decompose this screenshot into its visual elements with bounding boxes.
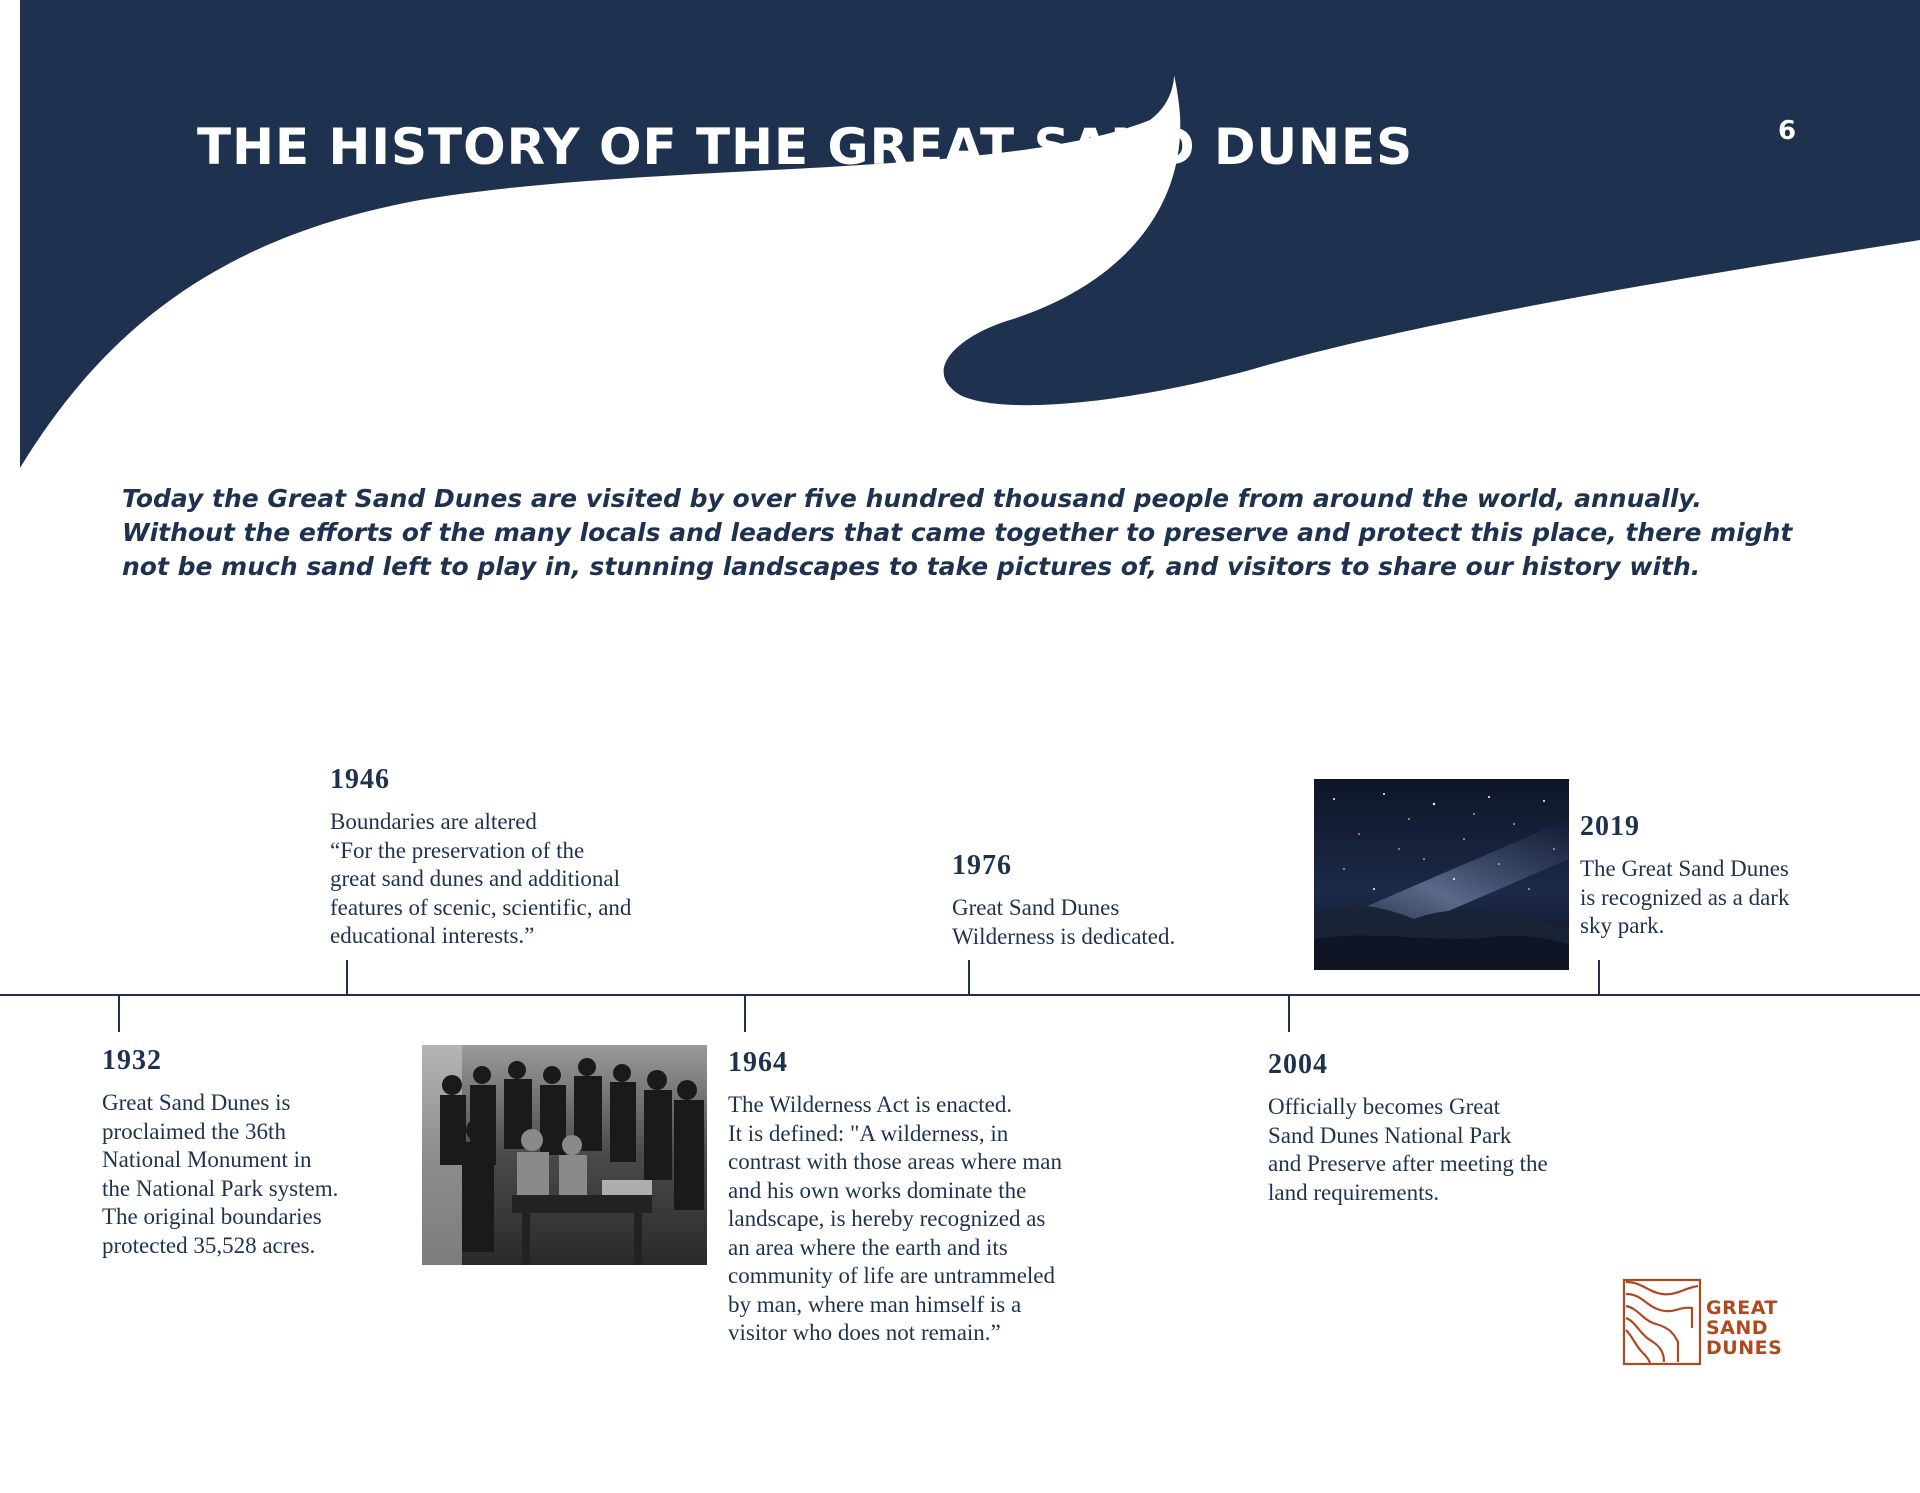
event-year: 1932	[102, 1045, 162, 1076]
page-title: THE HISTORY OF THE GREAT SAND DUNES	[197, 118, 1414, 176]
event-year: 1964	[728, 1047, 788, 1078]
event-year: 2019	[1580, 811, 1640, 842]
event-description: The Wilderness Act is enacted. It is defined: "A wilderness, in contrast with those areas where man and his own works dominate the landscape, is hereby recognized as an area where the earth and its community of life are untrammeled by man, where man himself is a visitor who does not remain.”	[728, 1092, 1063, 1345]
logo-wordmark	[1706, 1298, 1782, 1358]
timeline-event-1976	[952, 850, 1175, 951]
timeline-tick-1976	[968, 960, 970, 996]
dune-mark-icon	[1622, 1278, 1702, 1366]
event-year: 2004	[1268, 1049, 1328, 1080]
timeline-event-1946	[330, 764, 631, 951]
timeline-tick-2004	[1288, 996, 1290, 1032]
intro-paragraph: Today the Great Sand Dunes are visited by over five hundred thousand people from around the world, annually. Without the efforts of the many locals and leaders that came together to preserve and protect this place, there might not be much sand left to play in, stunning landscapes to take pictures of, and visitors to share our history with.	[122, 484, 1793, 581]
timeline-tick-1946	[346, 960, 348, 996]
event-description: Great Sand Dunes is proclaimed the 36th National Monument in the National Park system. The original boundaries protected 35,528 acres.	[102, 1090, 339, 1258]
timeline-event-2019	[1580, 811, 1789, 941]
timeline-event-2004	[1268, 1049, 1548, 1207]
great-sand-dunes-logo	[1622, 1278, 1797, 1366]
logo-line-2: SAND	[1706, 1317, 1769, 1339]
timeline-tick-1932	[118, 996, 120, 1032]
logo-line-1: GREAT	[1706, 1297, 1778, 1319]
event-year: 1946	[330, 764, 390, 795]
logo-line-3: DUNES	[1706, 1337, 1783, 1359]
event-description: Great Sand Dunes Wilderness is dedicated.	[952, 895, 1176, 949]
timeline-tick-2019	[1598, 960, 1600, 996]
historical-photo-signing	[422, 1045, 707, 1265]
event-description: The Great Sand Dunes is recognized as a dark sky park.	[1580, 856, 1790, 938]
page-number: 6	[1778, 116, 1797, 146]
timeline-tick-1964	[744, 996, 746, 1032]
event-year: 1976	[952, 850, 1012, 881]
header-wave-background	[0, 0, 1920, 480]
event-description: Boundaries are altered “For the preservation of the great sand dunes and additional features of scenic, scientific, and educational interests.”	[330, 809, 632, 948]
night-sky-photo	[1314, 779, 1569, 970]
timeline-event-1932	[102, 1045, 338, 1260]
timeline-event-1964	[728, 1047, 1062, 1348]
timeline-axis	[0, 994, 1920, 996]
event-description: Officially becomes Great Sand Dunes National Park and Preserve after meeting the land requirements.	[1268, 1094, 1548, 1205]
